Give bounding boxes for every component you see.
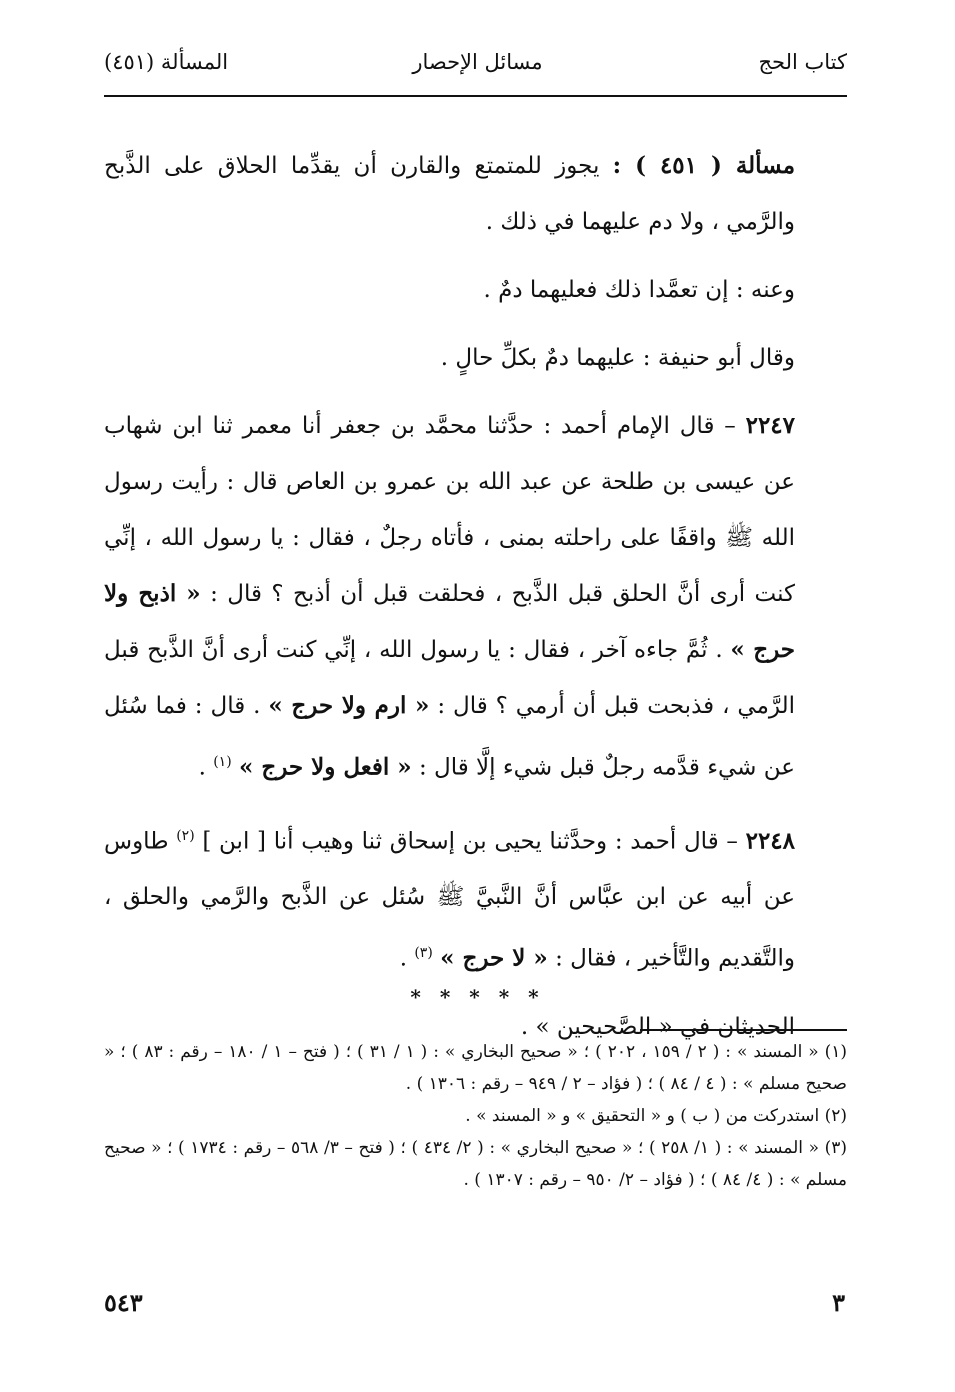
header-book-title: كتاب الحج: [758, 50, 847, 74]
hadith-text: – قال أحمد : وحدَّثنا يحيى بن إسحاق ثنا وهيب أنا [ ابن ]: [202, 828, 738, 855]
hadith-end: .: [399, 945, 407, 972]
page-number: ٥٤٣: [104, 1288, 143, 1317]
hanafi-opinion-paragraph: وقال أبو حنيفة : عليهما دمٌ بكلِّ حالٍ .: [440, 345, 795, 371]
issue-label: مسألة ( ٤٥١ ) :: [612, 152, 796, 179]
footnote-ref: (٢): [176, 827, 195, 844]
hadith-number: ٢٢٤٧: [745, 412, 796, 439]
footnote-ref: (٣): [414, 945, 433, 962]
hadith-quote: « ارم ولا حرج »: [268, 692, 430, 719]
hadith-2247: [104, 398, 847, 796]
page-number-volume: ٣: [832, 1288, 845, 1317]
section-separator: * * * * *: [410, 985, 545, 1009]
header-section-title: مسائل الإحصار: [412, 50, 543, 74]
header-divider: [104, 95, 847, 97]
hadith-quote: « لا حرج »: [440, 944, 548, 972]
hadith-quote: « اذبح ولا حرج »: [104, 580, 796, 663]
footnote-ref: (١): [213, 754, 232, 770]
footnote-divider: [640, 1029, 847, 1031]
hadith-number: ٢٢٤٨: [745, 827, 796, 855]
hadith-end: .: [198, 754, 206, 781]
hadith-text: . ثُمَّ جاءه آخر ، فقال : يا رسول الله ، إنِّي كنت أرى أنَّ الذَّبح قبل الرَّمي ، فذبحت قبل أن أرمي ؟ قال :: [104, 637, 796, 719]
header-issue-number: المسألة (٤٥١): [104, 50, 229, 74]
narration-paragraph: وعنه : إن تعمَّدا ذلك فعليهما دمٌ .: [483, 277, 795, 303]
hadith-quote: « افعل ولا حرج »: [238, 753, 412, 781]
main-text: [104, 138, 847, 1055]
issue-paragraph: [104, 138, 847, 250]
footnotes: [104, 1036, 847, 1196]
footnote-3: (٣) « المسند » : ( ١/ ٢٥٨ ) ؛ « صحيح البخاري » : ( ٢/ ٤٣٤ ) ؛ ( فتح – ٣/ ٥٦٨ – رقم : ١٧٣٤ ) ؛ « صحيح مسلم » : ( ٤/ ٨٤ ) ؛ ( فؤاد – ٢/ ٩٥٠ – رقم : ١٣٠٧ ) .: [104, 1138, 847, 1190]
hadith-text: . قال : فما سُئل عن شيء قدَّمه رجلٌ قبل شيء إلَّا قال :: [104, 693, 795, 781]
hadith-2248: [104, 808, 847, 987]
conclusion-paragraph: الحديثان في « الصَّحيحين » .: [520, 1013, 795, 1040]
footnote-1: (١) « المسند » : ( ٢ / ١٥٩ ، ٢٠٢ ) ؛ « صحيح البخاري » : ( ١ / ٣١ ) ؛ ( فتح – ١ / ١٨٠ – رقم : ٨٣ ) ؛ « صحيح مسلم » : ( ٤ / ٨٤ ) ؛ ( فؤاد – ٢ / ٩٤٩ – رقم : ١٣٠٦ ) .: [104, 1042, 848, 1094]
hadith-text: طاوس عن أبيه عن ابن عبَّاس أنَّ النَّبيَّ ﷺ سُئل عن الذَّبح والرَّمي والحلق ، والتَّقديم والتَّأخير ، فقال :: [104, 828, 795, 972]
hadith-text: – قال الإمام أحمد : حدَّثنا محمَّد بن جعفر أنا معمر ثنا ابن شهاب عن عيسى بن طلحة عن عبد الله بن عمرو بن العاص قال : رأيت رسول الله ﷺ واقفًا على راحلته بمنى ، فأتاه رجلٌ ، فقال : يا رسول الله ، إنِّي كنت أرى أنَّ الحلق قبل الذَّبح ، فحلقت قبل أن أذبح ؟ قال :: [104, 413, 795, 607]
footnote-2: (٢) استدركت من ( ب ) و « التحقيق » و « المسند » .: [465, 1106, 847, 1126]
issue-text: يجوز للمتمتع والقارن أن يقدِّما الحلاق على الذَّبح والرَّمي ، ولا دم عليهما في ذلك .: [104, 153, 795, 235]
